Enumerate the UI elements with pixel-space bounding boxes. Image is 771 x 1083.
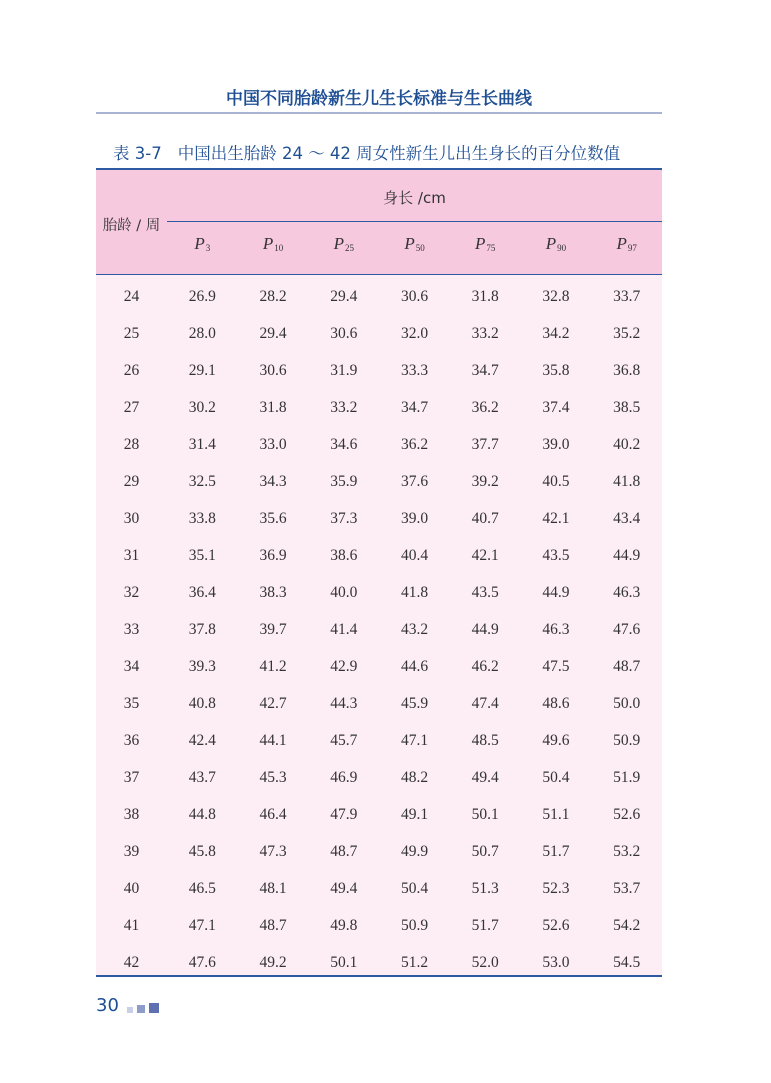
value-cell: 46.9 — [330, 768, 358, 786]
value-cell: 48.1 — [259, 879, 287, 897]
value-cell: 35.6 — [259, 509, 287, 527]
percentile-subscript: 10 — [274, 243, 284, 253]
value-cell: 30.6 — [400, 287, 429, 305]
value-cell: 31.8 — [259, 398, 287, 416]
value-cell: 42.1 — [471, 546, 499, 564]
value-cell: 47.4 — [471, 694, 499, 712]
table-row — [96, 315, 662, 352]
value-cell: 46.5 — [188, 879, 216, 897]
value-cell: 34.7 — [400, 398, 429, 416]
percentile-letter: P — [194, 234, 205, 253]
value-cell: 39.0 — [542, 435, 570, 453]
week-cell: 31 — [123, 546, 140, 564]
footer-decoration — [127, 1003, 163, 1013]
value-cell: 43.4 — [613, 509, 641, 527]
value-cell: 36.2 — [400, 435, 429, 453]
value-cell: 33.0 — [259, 435, 287, 453]
value-cell: 50.0 — [613, 694, 641, 712]
value-cell: 50.9 — [400, 916, 429, 934]
week-cell: 37 — [123, 768, 140, 786]
value-cell: 30.2 — [188, 398, 216, 416]
value-cell: 39.3 — [188, 657, 216, 675]
percentile-header-cell — [521, 234, 592, 254]
value-cell: 40.4 — [400, 546, 429, 564]
group-header-rule — [167, 221, 662, 222]
value-cell: 39.7 — [259, 620, 287, 638]
value-cell: 44.9 — [542, 583, 570, 601]
value-cell: 44.6 — [400, 657, 429, 675]
week-cell: 42 — [123, 953, 140, 971]
percentile-letter: P — [545, 234, 557, 253]
value-cell: 40.2 — [613, 435, 641, 453]
value-cell: 41.2 — [259, 657, 287, 675]
value-cell: 52.3 — [542, 879, 570, 897]
value-cell: 42.1 — [542, 509, 570, 527]
decoration-square-small — [127, 1007, 133, 1013]
table-row — [96, 278, 662, 315]
value-cell: 38.6 — [330, 546, 358, 564]
value-cell: 31.8 — [471, 287, 499, 305]
percentile-header-cell — [167, 234, 238, 254]
value-cell: 41.8 — [400, 583, 429, 601]
table-row — [96, 500, 662, 537]
value-cell: 33.2 — [330, 398, 358, 416]
value-cell: 43.2 — [400, 620, 429, 638]
decoration-square-medium — [137, 1005, 145, 1013]
week-cell: 33 — [123, 620, 140, 638]
value-cell: 33.2 — [471, 324, 499, 342]
week-cell: 40 — [123, 879, 140, 897]
week-cell: 39 — [123, 842, 140, 860]
table-row — [96, 463, 662, 500]
week-cell: 29 — [123, 472, 140, 490]
value-cell: 35.1 — [188, 546, 216, 564]
value-cell: 44.8 — [188, 805, 216, 823]
week-cell: 32 — [123, 583, 140, 601]
value-cell: 40.7 — [471, 509, 499, 527]
table-caption — [113, 140, 673, 164]
value-cell: 32.5 — [188, 472, 216, 490]
value-cell: 49.6 — [542, 731, 570, 749]
value-cell: 49.8 — [330, 916, 358, 934]
value-cell: 29.4 — [259, 324, 287, 342]
value-cell: 49.4 — [471, 768, 499, 786]
percentile-letter: P — [404, 234, 415, 253]
percentile-header-cell — [450, 234, 521, 254]
page-number: 30 — [96, 995, 119, 1016]
table-caption-title: 中国出生胎龄 24 ～ 42 周女性新生儿出生身长的百分位数值 — [177, 144, 621, 163]
value-cell: 50.1 — [471, 805, 499, 823]
value-cell: 31.4 — [188, 435, 216, 453]
week-cell: 24 — [123, 287, 140, 305]
value-cell: 29.1 — [188, 361, 216, 379]
page-footer — [96, 995, 163, 1016]
percentile-table — [96, 168, 662, 977]
value-cell: 54.2 — [613, 916, 641, 934]
percentile-subscript: 3 — [205, 243, 211, 253]
value-cell: 48.6 — [542, 694, 570, 712]
value-cell: 49.4 — [330, 879, 358, 897]
week-cell: 41 — [123, 916, 140, 934]
percentile-subscript: 25 — [344, 243, 354, 253]
table-row — [96, 722, 662, 759]
value-cell: 30.6 — [259, 361, 287, 379]
value-cell: 41.8 — [613, 472, 641, 490]
value-cell: 40.5 — [542, 472, 570, 490]
value-cell: 28.0 — [188, 324, 216, 342]
value-cell: 45.9 — [400, 694, 429, 712]
value-cell: 47.5 — [542, 657, 570, 675]
group-header: 身长 /cm — [383, 189, 446, 207]
value-cell: 52.0 — [471, 953, 499, 971]
value-cell: 34.6 — [330, 435, 358, 453]
percentile-letter: P — [475, 234, 486, 253]
value-cell: 46.3 — [613, 583, 641, 601]
value-cell: 50.9 — [613, 731, 641, 749]
table-row — [96, 833, 662, 870]
value-cell: 37.3 — [330, 509, 358, 527]
table-row — [96, 907, 662, 944]
week-cell: 35 — [123, 694, 140, 712]
value-cell: 47.6 — [613, 620, 641, 638]
value-cell: 38.5 — [613, 398, 641, 416]
value-cell: 41.4 — [330, 620, 358, 638]
value-cell: 54.5 — [613, 953, 641, 971]
week-cell: 36 — [123, 731, 140, 749]
value-cell: 44.9 — [471, 620, 499, 638]
value-cell: 45.7 — [330, 731, 358, 749]
value-cell: 47.1 — [188, 916, 216, 934]
table-row — [96, 611, 662, 648]
table-row — [96, 537, 662, 574]
value-cell: 53.0 — [542, 953, 570, 971]
value-cell: 37.4 — [542, 398, 570, 416]
value-cell: 50.4 — [542, 768, 570, 786]
table-row — [96, 352, 662, 389]
value-cell: 32.0 — [400, 324, 429, 342]
percentile-header-cell — [238, 234, 309, 254]
value-cell: 50.1 — [330, 953, 358, 971]
value-cell: 44.1 — [259, 731, 287, 749]
table-row — [96, 759, 662, 796]
value-cell: 51.7 — [542, 842, 570, 860]
table-row — [96, 796, 662, 833]
value-cell: 50.4 — [400, 879, 429, 897]
value-cell: 44.9 — [613, 546, 641, 564]
value-cell: 49.1 — [400, 805, 429, 823]
value-cell: 51.1 — [542, 805, 570, 823]
value-cell: 49.9 — [400, 842, 429, 860]
value-cell: 50.7 — [471, 842, 499, 860]
table-header — [96, 170, 662, 274]
value-cell: 34.3 — [259, 472, 287, 490]
value-cell: 48.7 — [330, 842, 358, 860]
value-cell: 42.7 — [259, 694, 287, 712]
value-cell: 51.9 — [613, 768, 641, 786]
percentile-header-cell — [591, 234, 662, 254]
table-row — [96, 685, 662, 722]
value-cell: 42.9 — [330, 657, 358, 675]
table-row — [96, 944, 662, 981]
value-cell: 29.4 — [330, 287, 358, 305]
week-cell: 28 — [123, 435, 140, 453]
percentile-subscript: 50 — [415, 243, 425, 253]
value-cell: 51.2 — [400, 953, 429, 971]
value-cell: 37.6 — [400, 472, 429, 490]
value-cell: 43.7 — [188, 768, 216, 786]
header-body-rule — [96, 274, 662, 275]
value-cell: 52.6 — [613, 805, 641, 823]
percentile-subscript: 75 — [486, 243, 496, 253]
value-cell: 36.4 — [188, 583, 216, 601]
value-cell: 45.3 — [259, 768, 287, 786]
value-cell: 39.0 — [400, 509, 429, 527]
value-cell: 36.9 — [259, 546, 287, 564]
percentile-subscript: 97 — [627, 243, 637, 253]
week-cell: 38 — [123, 805, 140, 823]
value-cell: 43.5 — [471, 583, 499, 601]
percentile-letter: P — [262, 234, 274, 253]
value-cell: 47.3 — [259, 842, 287, 860]
value-cell: 26.9 — [188, 287, 216, 305]
table-row — [96, 870, 662, 907]
value-cell: 51.7 — [471, 916, 499, 934]
value-cell: 51.3 — [471, 879, 499, 897]
value-cell: 35.9 — [330, 472, 358, 490]
value-cell: 36.8 — [613, 361, 641, 379]
value-cell: 34.7 — [471, 361, 499, 379]
value-cell: 39.2 — [471, 472, 499, 490]
row-header-label: 胎龄 / 周 — [102, 218, 161, 234]
value-cell: 40.8 — [188, 694, 216, 712]
value-cell: 52.6 — [542, 916, 570, 934]
percentile-header-cell — [379, 234, 450, 254]
percentile-subscript: 90 — [557, 243, 567, 253]
value-cell: 44.3 — [330, 694, 358, 712]
week-cell: 30 — [123, 509, 140, 527]
value-cell: 43.5 — [542, 546, 570, 564]
week-cell: 34 — [123, 657, 140, 675]
value-cell: 37.7 — [471, 435, 499, 453]
value-cell: 48.7 — [613, 657, 641, 675]
header-rule — [96, 112, 662, 114]
week-cell: 27 — [123, 398, 140, 416]
value-cell: 32.8 — [542, 287, 570, 305]
value-cell: 33.7 — [613, 287, 641, 305]
percentile-header-cell — [308, 234, 379, 254]
value-cell: 48.7 — [259, 916, 287, 934]
value-cell: 34.2 — [542, 324, 570, 342]
percentile-letter: P — [616, 234, 627, 253]
week-cell: 26 — [123, 361, 140, 379]
value-cell: 45.8 — [188, 842, 216, 860]
value-cell: 31.9 — [330, 361, 358, 379]
value-cell: 33.8 — [188, 509, 216, 527]
value-cell: 36.2 — [471, 398, 499, 416]
week-cell: 25 — [123, 324, 140, 342]
value-cell: 47.6 — [188, 953, 216, 971]
value-cell: 35.8 — [542, 361, 570, 379]
value-cell: 30.6 — [330, 324, 358, 342]
percentile-letter: P — [333, 234, 344, 253]
table-row — [96, 426, 662, 463]
table-caption-label: 表 3-7 — [113, 144, 162, 163]
running-header: 中国不同胎龄新生儿生长标准与生长曲线 — [226, 89, 532, 109]
table-row — [96, 648, 662, 685]
decoration-square-large — [149, 1003, 159, 1013]
value-cell: 28.2 — [259, 287, 287, 305]
value-cell: 48.5 — [471, 731, 499, 749]
value-cell: 37.8 — [188, 620, 216, 638]
value-cell: 46.3 — [542, 620, 570, 638]
value-cell: 47.9 — [330, 805, 358, 823]
value-cell: 48.2 — [400, 768, 429, 786]
value-cell: 46.2 — [471, 657, 499, 675]
value-cell: 46.4 — [259, 805, 287, 823]
table-row — [96, 389, 662, 426]
value-cell: 40.0 — [330, 583, 358, 601]
value-cell: 49.2 — [259, 953, 287, 971]
value-cell: 38.3 — [259, 583, 287, 601]
percentile-header-row — [167, 234, 662, 254]
value-cell: 33.3 — [400, 361, 429, 379]
table-body — [96, 278, 662, 981]
value-cell: 47.1 — [400, 731, 429, 749]
value-cell: 42.4 — [188, 731, 216, 749]
value-cell: 53.2 — [613, 842, 641, 860]
value-cell: 53.7 — [613, 879, 641, 897]
value-cell: 35.2 — [613, 324, 641, 342]
table-row — [96, 574, 662, 611]
